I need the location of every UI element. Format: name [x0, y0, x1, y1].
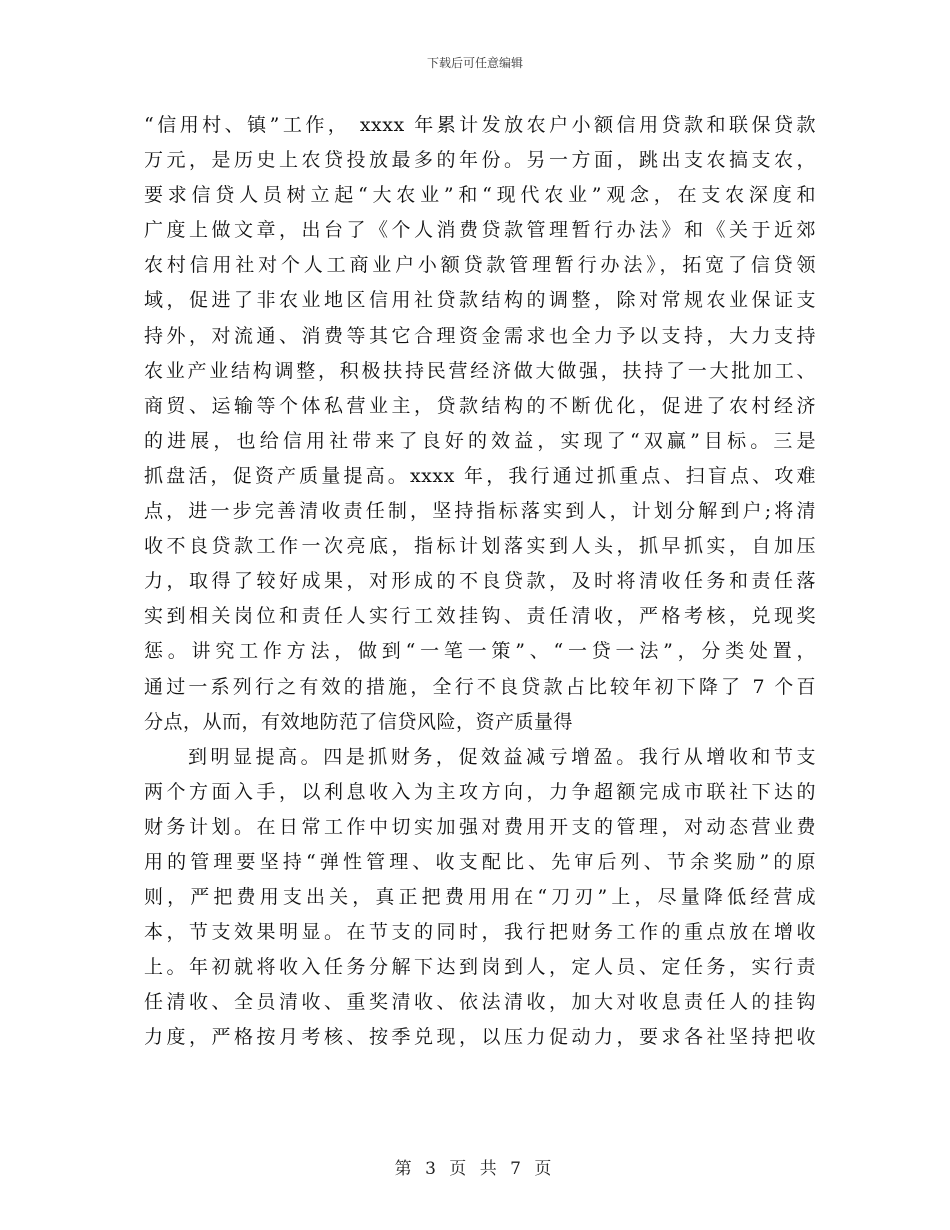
- text-line: 域，促进了非农业地区信用社贷款结构的调整，除对常规农业保证支: [144, 289, 816, 312]
- text-line: 抓盘活，促资产质量提高。xxxx 年，我行通过抓重点、扫盲点、攻难: [144, 464, 816, 487]
- text-line: 要求信贷人员树立起“大农业”和“现代农业”观念，在支农深度和: [144, 184, 816, 207]
- document-body: [144, 108, 816, 1056]
- text-line: 任清收、全员清收、重奖清收、依法清收，加大对收息责任人的挂钩: [144, 991, 816, 1014]
- text-line: 通过一系列行之有效的措施，全行不良贷款占比较年初下降了 7 个百: [144, 675, 816, 698]
- text-line: 持外，对流通、消费等其它合理资金需求也全力予以支持，大力支持: [144, 324, 816, 347]
- text-line: 点，进一步完善清收责任制，坚持指标落实到人，计划分解到户;将清: [144, 500, 816, 523]
- paragraph: [144, 108, 816, 740]
- text-line: 农业产业结构调整，积极扶持民营经济做大做强，扶持了一大批加工、: [144, 359, 816, 382]
- text-line: 实到相关岗位和责任人实行工效挂钩、责任清收，严格考核，兑现奖: [144, 605, 816, 628]
- page-number-footer: 第 3 页 共 7 页: [394, 1159, 556, 1179]
- text-line: 惩。讲究工作方法，做到“一笔一策”、“一贷一法”，分类处置，: [144, 640, 816, 663]
- text-line: 广度上做文章，出台了《个人消费贷款管理暂行办法》和《关于近郊: [144, 219, 816, 242]
- text-line: 本，节支效果明显。在节支的同时，我行把财务工作的重点放在增收: [144, 921, 816, 944]
- text-line: 则，严把费用支出关，真正把费用用在“刀刃”上，尽量降低经营成: [144, 886, 816, 909]
- text-line: 分点，从而，有效地防范了信贷风险，资产质量得: [144, 710, 574, 733]
- text-line: 万元，是历史上农贷投放最多的年份。另一方面，跳出支农搞支农，: [144, 149, 816, 172]
- text-line: 力，取得了较好成果，对形成的不良贷款，及时将清收任务和责任落: [144, 570, 816, 593]
- text-line: 的进展，也给信用社带来了良好的效益，实现了“双赢”目标。三是: [144, 429, 816, 452]
- text-line: 两个方面入手，以利息收入为主攻方向，力争超额完成市联社下达的: [144, 780, 816, 803]
- text-line: 用的管理要坚持“弹性管理、收支配比、先审后列、节余奖励”的原: [144, 850, 816, 873]
- text-line: 商贸、运输等个体私营业主，贷款结构的不断优化，促进了农村经济: [144, 394, 816, 417]
- page-header: 下载后可任意编辑: [426, 56, 523, 70]
- text-line: 收不良贷款工作一次亮底，指标计划落实到人头，抓早抓实，自加压: [144, 535, 816, 558]
- text-line: 到明显提高。四是抓财务，促效益减亏增盈。我行从增收和节支: [188, 745, 816, 768]
- text-line: 农村信用社对个人工商业户小额贷款管理暂行办法》，拓宽了信贷领: [144, 254, 816, 277]
- text-line: 财务计划。在日常工作中切实加强对费用开支的管理，对动态营业费: [144, 815, 816, 838]
- text-line: 上。年初就将收入任务分解下达到岗到人，定人员、定任务，实行责: [144, 956, 816, 979]
- paragraph: [144, 740, 816, 1056]
- text-line: 力度，严格按月考核、按季兑现，以压力促动力，要求各社坚持把收: [144, 1026, 816, 1049]
- text-line: “信用村、镇”工作， xxxx 年累计发放农户小额信用贷款和联保贷款: [144, 114, 816, 136]
